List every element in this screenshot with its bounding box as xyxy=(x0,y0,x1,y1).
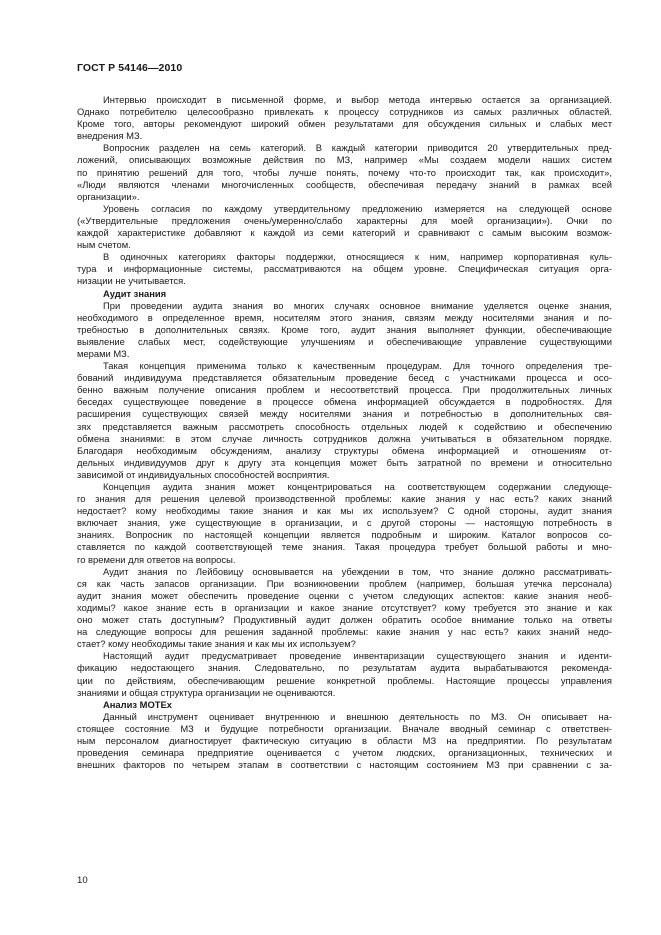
text-line: стает? кому необходимы такие знания и как мы их используем? xyxy=(77,638,356,650)
text-line: дельных индивидуумов друг к другу эта концепция может быть затратной по времени и относительно xyxy=(77,456,612,468)
text-line: Однако потребителю целесообразно привлекать к процессу сотрудников из самых различных областей. xyxy=(77,106,612,118)
text-line: Концепция аудита знания может концентрироваться на соответствующем содержании следующе- xyxy=(103,481,612,492)
text-line: мерами МЗ. xyxy=(77,347,130,359)
text-line: Благодаря необходимым обсуждениям, анализу структуры обмена информацией и отношениям от- xyxy=(77,444,612,456)
text-line: стоящее состояние МЗ и будущие потребности организации. Вначале вводный семинар с ответствен- xyxy=(77,722,612,734)
text-line: оно может стать доступным? Продуктивный аудит должен обратить особое внимание только на ответы xyxy=(77,614,612,626)
text-line: При проведении аудита знания во многих случаях основное внимание уделяется оценке знания, xyxy=(103,299,612,311)
text-line: знаниями и общая структура организации не оцениваются. xyxy=(77,686,336,698)
section-heading: Аудит знания xyxy=(103,287,167,299)
text-line: ции по действиям, обеспечивающим решение конкретной проблемы. Настоящие процессы управления xyxy=(77,674,612,686)
text-line: необходимого в определенное время, носителям этого знания, связям между носителями знания и по- xyxy=(77,311,612,323)
text-line: ставляется по каждой соответствующей теме знания. Такая процедура требует большой работы и мно- xyxy=(77,541,612,553)
text-line: Вопросник разделен на семь категорий. В каждый категории приводится 20 утвердительных пред- xyxy=(103,142,612,154)
text-line: знаниях. Вопросник по настоящей концепции является подробным и широким. Каталог вопросов со- xyxy=(77,529,612,541)
text-line: каждой характеристике добавляют к каждой из семи категорий и сравнивают с самым высоким возмож- xyxy=(77,227,612,239)
text-line: обмена знаниями: в этом случае личность сотрудников должна учитываться в обязательном порядке. xyxy=(77,432,612,444)
section-heading: Анализ MOTEx xyxy=(103,698,172,710)
text-line: расширения существующих связей между носителями знания и потребностью в дополнительных свя- xyxy=(77,408,612,420)
text-line: бенно важным получение описания проблем и несоответствий процесса. При продолжительных личных xyxy=(77,384,612,396)
text-line: «Люди являются членами многочисленных сообществ, обеспечивая передачу знаний в рамках всей xyxy=(77,178,612,190)
text-line: аудит знания может обеспечить проведение оценки с учетом следующих аспектов: какие знания необ- xyxy=(77,589,612,601)
text-line: выявление слабых мест, содействующие улучшениям и обеспечивающие управление существующими xyxy=(77,335,612,347)
text-line: Уровень согласия по каждому утвердительному предложению измеряется на следующей основе xyxy=(103,202,612,214)
text-line: включает знания, уже существующие в организации, и с другой стороны — настоящую потребность в xyxy=(77,517,612,529)
text-line: («Утвердительные предложения очень/умеренно/слабо характерны для моей организации»). Очки по xyxy=(77,214,612,226)
text-line: зях представляется важным рассмотреть способность отдельных людей к содействию и обеспечению xyxy=(77,420,612,432)
text-line: ложений, описывающих возможные действия по МЗ, например «Мы создаем модели наших систем xyxy=(77,154,612,166)
text-line: Данный инструмент оценивает внутреннюю и внешнюю деятельность по МЗ. Он описывает на- xyxy=(103,710,612,722)
text-line: ходимы? какое знание есть в организации и какое знание отсутствует? кому требуется это знание и как xyxy=(77,601,612,613)
text-line: проведения семинара предприятие оценивается с учетом людских, организационных, технических и xyxy=(77,747,612,759)
text-line: внешних факторов по четырем этапам в соответствии с настоящим состоянием МЗ при сравнении с за- xyxy=(77,759,612,771)
text-line: го времени для ответов на вопросы. xyxy=(77,553,236,565)
text-line: организации». xyxy=(77,190,140,202)
text-line: Аудит знания по Лейбовицу основывается на убеждении в том, что знание должно рассматривать- xyxy=(103,565,612,577)
text-line: В одиночных категориях факторы поддержки, относящиеся к ним, например корпоративная куль- xyxy=(103,251,612,263)
text-line: внедрения МЗ. xyxy=(77,130,143,142)
text-line: Интервью происходит в письменной форме, и выбор метода интервью остается за организацией. xyxy=(103,94,612,105)
text-line: ным счетом. xyxy=(77,239,131,251)
text-line: бований индивидуума представляется обязательным проведение бесед с участниками процесса и осо- xyxy=(77,372,612,384)
text-line: на следующие вопросы для решения заданной проблемы: какие знания у нас есть? каких знаний недо- xyxy=(77,626,612,638)
text-line: по принятию решений для того, чтобы лучше понять, почему что-то происходит так, как происходит», xyxy=(77,166,612,178)
text-line: беседах существующее поведение в процессе обмена информацией обсуждается в подробностях. Для xyxy=(77,396,612,408)
text-line: ся как часть запасов организации. При возникновении проблем (например, большая утечка персонала) xyxy=(77,577,612,589)
text-line: Кроме того, авторы рекомендуют широкий обмен результатами для обсуждения сильных и слабых мест xyxy=(77,118,612,130)
text-line: низации не учитывается. xyxy=(77,275,186,287)
text-line: Настоящий аудит предусматривает проведение инвентаризации существующего знания и иденти- xyxy=(103,650,612,662)
text-line: зависимой от индивидуальных способностей восприятия. xyxy=(77,468,330,480)
text-line: го знания для решения целевой производственной проблемы: какие знания у нас есть? каких знаний xyxy=(77,493,612,505)
text-line: ным персоналом диагностирует фактическую ситуацию в области МЗ на предприятии. По результатам xyxy=(77,734,612,746)
document-body xyxy=(77,94,612,771)
text-line: Такая концепция применима только к качественным процедурам. Для точного определения тре- xyxy=(103,360,612,372)
text-line: недостает? кому необходимы такие знания и как мы их используем? С одной стороны, аудит знания xyxy=(77,505,612,517)
text-line: фикацию недостающего знания. Следовательно, по результатам аудита вырабатываются рекоменда- xyxy=(77,662,612,674)
text-line: тура и информационные системы, рассматриваются на общем уровне. Специфическая ситуация орга- xyxy=(77,263,612,275)
text-line: требностью в дополнительных связях. Кроме того, аудит знания выполняет функции, обеспечивающие xyxy=(77,323,612,335)
document-header: ГОСТ Р 54146—2010 xyxy=(77,62,183,74)
page-number: 10 xyxy=(77,875,88,886)
